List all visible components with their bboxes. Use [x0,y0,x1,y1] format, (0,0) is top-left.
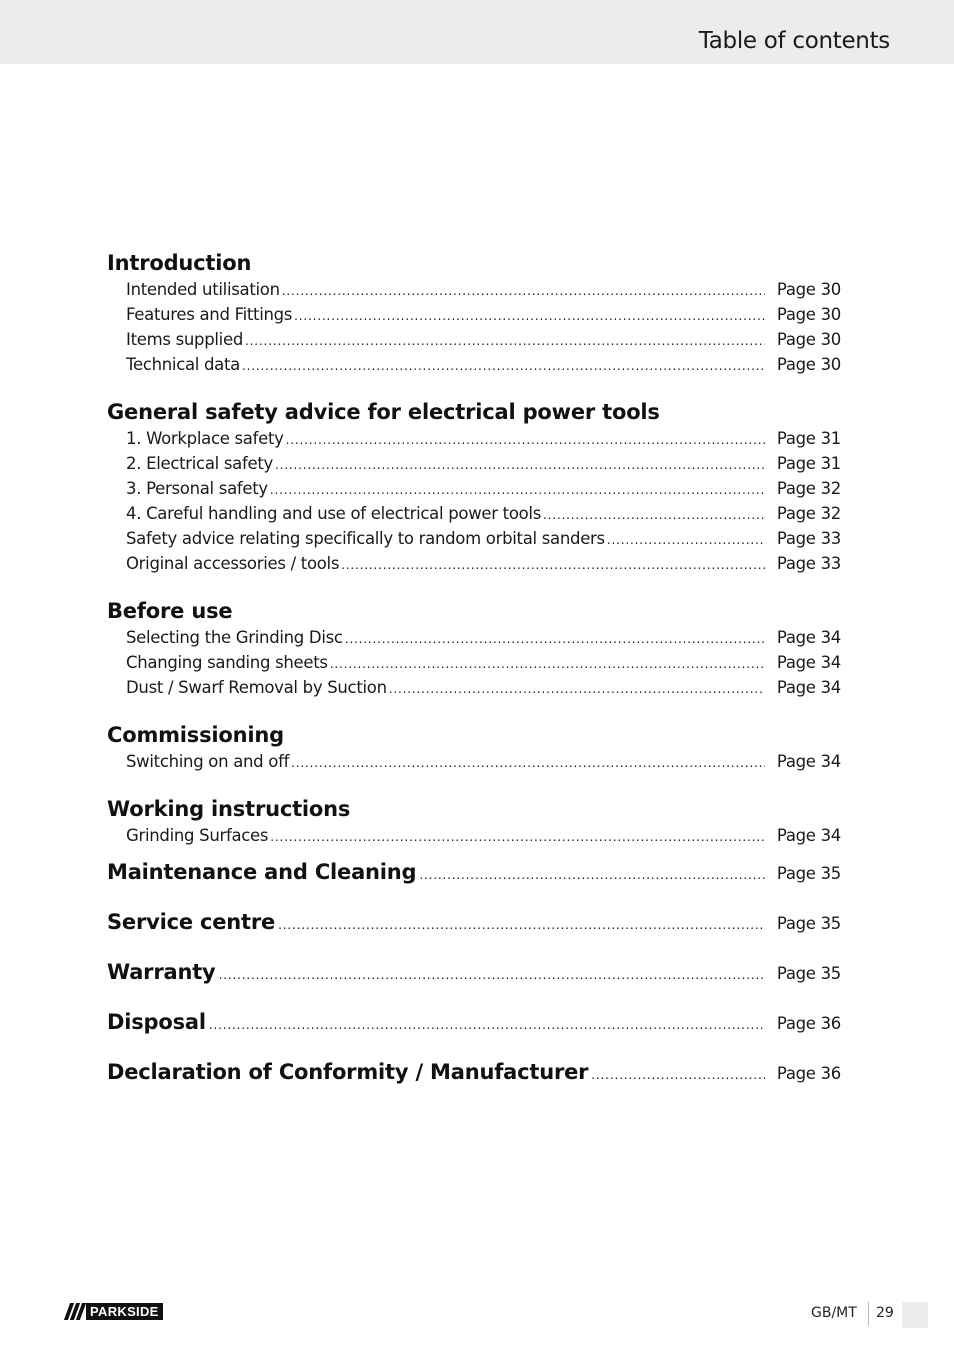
toc-section-declaration [107,1060,841,1110]
toc-entry [126,352,841,377]
leader-dots [270,825,765,850]
toc-section-warranty [107,960,841,1010]
entry-page: Page 34 [776,752,841,771]
toc-section-service-centre [107,910,841,960]
toc-entry [126,749,841,774]
entry-title: Items supplied [126,330,243,349]
leader-dots [282,279,765,304]
entry-page: Page 34 [776,826,841,845]
toc-entry [126,302,841,327]
entry-page: Page 35 [776,964,841,983]
entry-page: Page 30 [776,280,841,299]
entry-page: Page 35 [776,914,841,933]
toc-entry [126,823,841,848]
entry-page: Page 34 [776,653,841,672]
leader-dots [389,677,765,702]
parkside-logo [64,1303,176,1320]
toc-section-commissioning [107,722,841,774]
entry-title: Technical data [126,355,240,374]
entry-title: Changing sanding sheets [126,653,328,672]
entry-page: Page 36 [776,1064,841,1083]
leader-dots [419,868,765,882]
toc-entry [126,625,841,650]
toc-entry [126,551,841,576]
toc-section-general-safety [107,399,841,576]
leader-dots [270,478,765,503]
entry-page: Page 30 [776,305,841,324]
entry-page: Page 32 [776,504,841,523]
section-heading: Working instructions [107,797,351,821]
leader-dots [294,304,765,329]
section-heading: Maintenance and Cleaning [107,860,417,884]
leader-dots [291,751,765,776]
entry-page: Page 34 [776,628,841,647]
entry-page: Page 31 [776,429,841,448]
entry-title: 4. Careful handling and use of electrical power tools [126,504,542,523]
toc-entry [126,426,841,451]
footer-marker-box [902,1302,928,1328]
entry-title: Original accessories / tools [126,554,340,573]
leader-dots [219,968,765,982]
footer-divider [868,1302,869,1326]
logo-slashes-icon [64,1303,86,1320]
toc-entry [126,526,841,551]
leader-dots [286,428,765,453]
leader-dots [543,503,765,528]
leader-dots [209,1018,765,1032]
leader-dots [245,329,765,354]
entry-page: Page 30 [776,355,841,374]
entry-page: Page 33 [776,529,841,548]
table-of-contents [107,250,841,1110]
entry-title: Grinding Surfaces [126,826,269,845]
toc-section-before-use [107,598,841,700]
section-heading: Declaration of Conformity / Manufacturer [107,1060,589,1084]
toc-entry [126,675,841,700]
entry-title: 1. Workplace safety [126,429,284,448]
entry-title: 2. Electrical safety [126,454,273,473]
section-heading: General safety advice for electrical power tools [107,400,660,424]
leader-dots [242,354,765,379]
entry-page: Page 31 [776,454,841,473]
leader-dots [330,652,765,677]
entry-title: Safety advice relating specifically to random orbital sanders [126,529,605,548]
entry-title: Features and Fittings [126,305,293,324]
toc-entry [126,501,841,526]
page-number: 29 [876,1305,894,1321]
leader-dots [591,1068,765,1082]
toc-section-introduction [107,250,841,377]
language-code: GB/MT [811,1305,857,1321]
entry-title: Selecting the Grinding Disc [126,628,343,647]
page-title: Table of contents [698,28,890,54]
leader-dots [275,453,765,478]
entry-page: Page 33 [776,554,841,573]
section-heading: Disposal [107,1010,206,1034]
leader-dots [278,918,765,932]
entry-page: Page 34 [776,678,841,697]
entry-title: Dust / Swarf Removal by Suction [126,678,387,697]
entry-page: Page 35 [776,864,841,883]
section-heading: Commissioning [107,723,284,747]
leader-dots [341,553,765,578]
entry-page: Page 32 [776,479,841,498]
leader-dots [607,528,765,553]
brand-name: PARKSIDE [86,1303,163,1320]
toc-section-disposal [107,1010,841,1060]
section-heading: Service centre [107,910,276,934]
toc-section-maintenance [107,860,841,910]
entry-title: 3. Personal safety [126,479,268,498]
toc-entry [126,277,841,302]
toc-entry [126,650,841,675]
toc-entry [126,476,841,501]
toc-entry [126,327,841,352]
entry-page: Page 30 [776,330,841,349]
toc-section-working-instructions [107,796,841,848]
entry-title: Intended utilisation [126,280,280,299]
section-heading: Warranty [107,960,216,984]
section-heading: Before use [107,599,233,623]
toc-entry [126,451,841,476]
entry-page: Page 36 [776,1014,841,1033]
leader-dots [345,627,765,652]
section-heading: Introduction [107,251,252,275]
entry-title: Switching on and off [126,752,290,771]
